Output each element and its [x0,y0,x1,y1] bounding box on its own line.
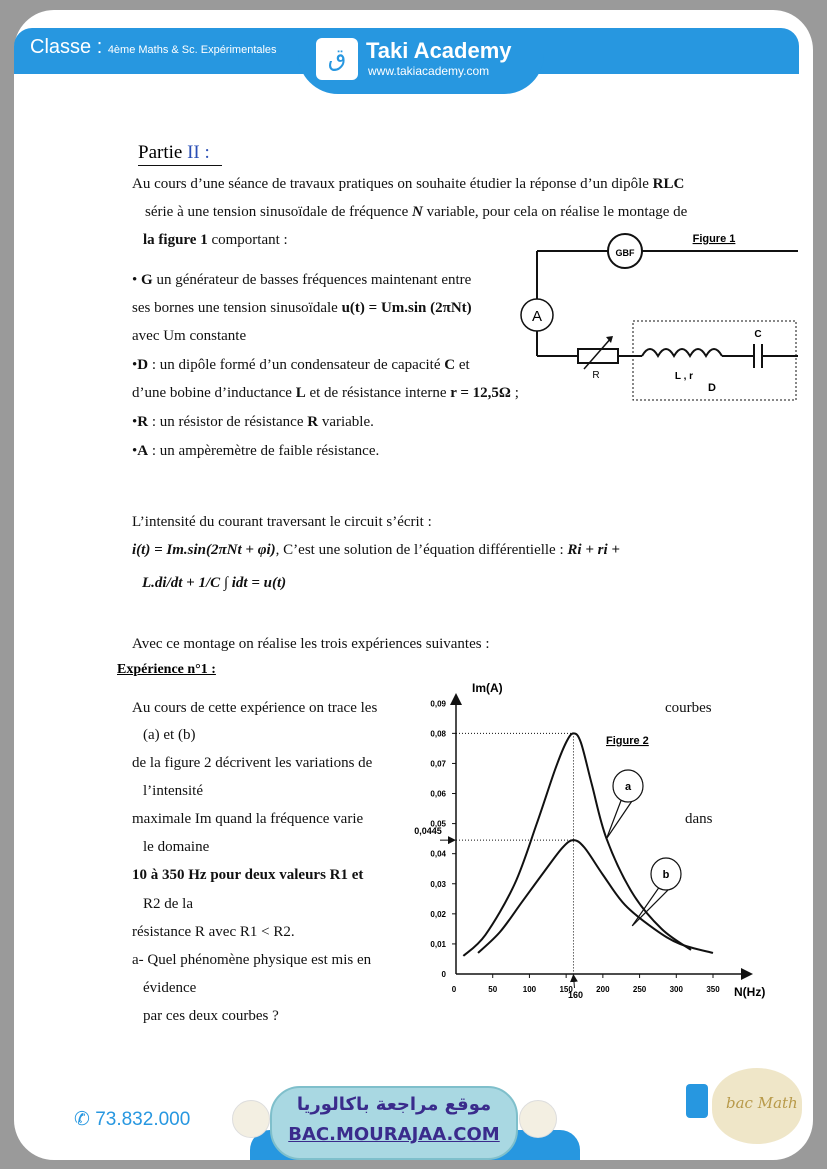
chart-xlabel: N(Hz) [734,985,766,999]
equation-line-2: L.di/dt + 1/C ∫ idt = u(t) [142,575,287,591]
exp-line-12: par ces deux courbes ? [143,1008,279,1024]
exp-right-word-1: courbes [665,700,712,716]
exp-line-10: a- Quel phénomène physique est mis en [132,952,372,968]
resistor-symbol [578,349,618,363]
intro-line-3: la figure 1 comportant : [143,232,288,248]
item-r: •R : un résistor de résistance R variable. [132,414,374,430]
chart-title: Figure 2 [606,735,649,747]
resistor-label: R [592,370,600,381]
class-prefix: Classe : [30,36,103,58]
y-tick-label: 0,02 [430,909,446,919]
item-g-line-3: avec Um constante [132,328,247,344]
item-d-line-2: d’une bobine d’inductance L et de résistance interne r = 12,5Ω ; [132,385,519,401]
exp-right-word-2: dans [685,811,713,827]
exp-line-2: (a) et (b) [143,727,196,743]
series-a-label: a [624,781,632,793]
exp-line-4: l’intensité [143,783,203,799]
taki-logo-icon: ق [316,38,358,80]
bac-math-logo: bac Math [712,1068,802,1144]
x-tick-label: 350 [706,985,720,994]
y-tick-label: 0,08 [430,729,446,739]
dipole-label: D [708,382,716,394]
x-tick-label: 0 [451,985,457,994]
item-g-line-2: ses bornes une tension sinusoïdale u(t) = Um.sin (2πNt) [132,300,472,316]
chart-ylabel: Im(A) [472,681,503,695]
badge-arabic-text[interactable]: موقع مراجعة باكالوريا [296,1094,492,1115]
item-d-line-1: •D : un dipôle formé d’un condensateur de capacité C et [132,357,470,373]
exp-line-11: évidence [143,980,197,996]
montage-text: Avec ce montage on réalise les trois expériences suivantes : [132,636,490,652]
x-mark-label: 160 [567,990,584,1000]
item-a: •A : un ampèremètre de faible résistance. [132,443,380,459]
callout-b-pointer [632,886,660,926]
x-tick-label: 300 [669,985,683,994]
experience-title: Expérience n°1 : [117,662,216,677]
series-b-label: b [662,869,670,881]
intro-line-2: série à une tension sinusoïdale de fréquence N variable, pour cela on réalise le montage de [145,204,688,220]
intro-line-1: Au cours d’une séance de travaux pratiques on souhaite étudier la réponse d’un dipôle RLC [132,176,685,192]
brand-url: www.takiacademy.com [368,64,490,78]
figure1-title: Figure 1 [692,233,736,245]
exp-line-6: le domaine [143,839,210,855]
x-tick-label: 150 [559,985,573,994]
footer-phone: ✆ 73.832.000 [74,1109,191,1130]
badge-url-link[interactable]: BAC.MOURAJAA.COM [288,1124,500,1145]
x-mark-arrow [573,976,574,988]
exp-line-1: Au cours de cette expérience on trace les [132,700,378,716]
part-number: II : [187,142,210,163]
gbf-label: GBF [615,248,635,258]
y-tick-label: 0,09 [430,699,446,709]
y-tick-label: 0,05 [430,819,446,829]
y-tick-label: 0,03 [430,879,446,889]
series-a-line [463,733,691,956]
x-tick-label: 100 [522,985,537,994]
title-underline [138,165,222,166]
y-tick-label: 0,06 [430,789,446,799]
phone-icon: ✆ [74,1109,96,1130]
brand-name: Taki Academy [366,38,512,63]
equation-line-1: i(t) = Im.sin(2πNt + φi), C’est une solution de l’équation différentielle : Ri + ri + [132,542,620,558]
y-tick-label: 0 [441,970,446,979]
exp-line-7: 10 à 350 Hz pour deux valeurs R1 et [132,867,364,883]
x-tick-label: 50 [488,985,498,994]
book-icon [686,1084,708,1118]
x-tick-label: 200 [596,985,610,994]
figure2-chart [390,676,780,1006]
class-label [30,36,277,59]
part-title [138,142,210,164]
y-tick-label: 0,07 [430,759,446,769]
capacitor-label: C [754,329,762,340]
exp-line-9: résistance R avec R1 < R2. [132,924,295,940]
class-level: 4ème Maths & Sc. Expérimentales [107,44,277,56]
equation-intro: L’intensité du courant traversant le circuit s’écrit : [132,514,432,530]
emblem-icon-right [519,1100,557,1138]
y-tick-label: 0,04 [430,849,446,859]
part-word: Partie [138,142,183,163]
emblem-icon-left [232,1100,270,1138]
figure1-circuit [500,225,800,405]
ammeter-label: A [531,308,543,325]
y-mark-label: 0,0445 [414,826,442,837]
coil-label: L , r [674,371,694,382]
y-tick-label: 0,01 [430,939,446,949]
item-g-line-1: • G un générateur de basses fréquences maintenant entre [132,272,472,288]
exp-line-8: R2 de la [143,896,193,912]
exp-line-3: de la figure 2 décrivent les variations de [132,755,373,771]
x-tick-label: 250 [632,985,647,994]
series-b-line [478,840,713,953]
exp-line-5: maximale Im quand la fréquence varie [132,811,364,827]
